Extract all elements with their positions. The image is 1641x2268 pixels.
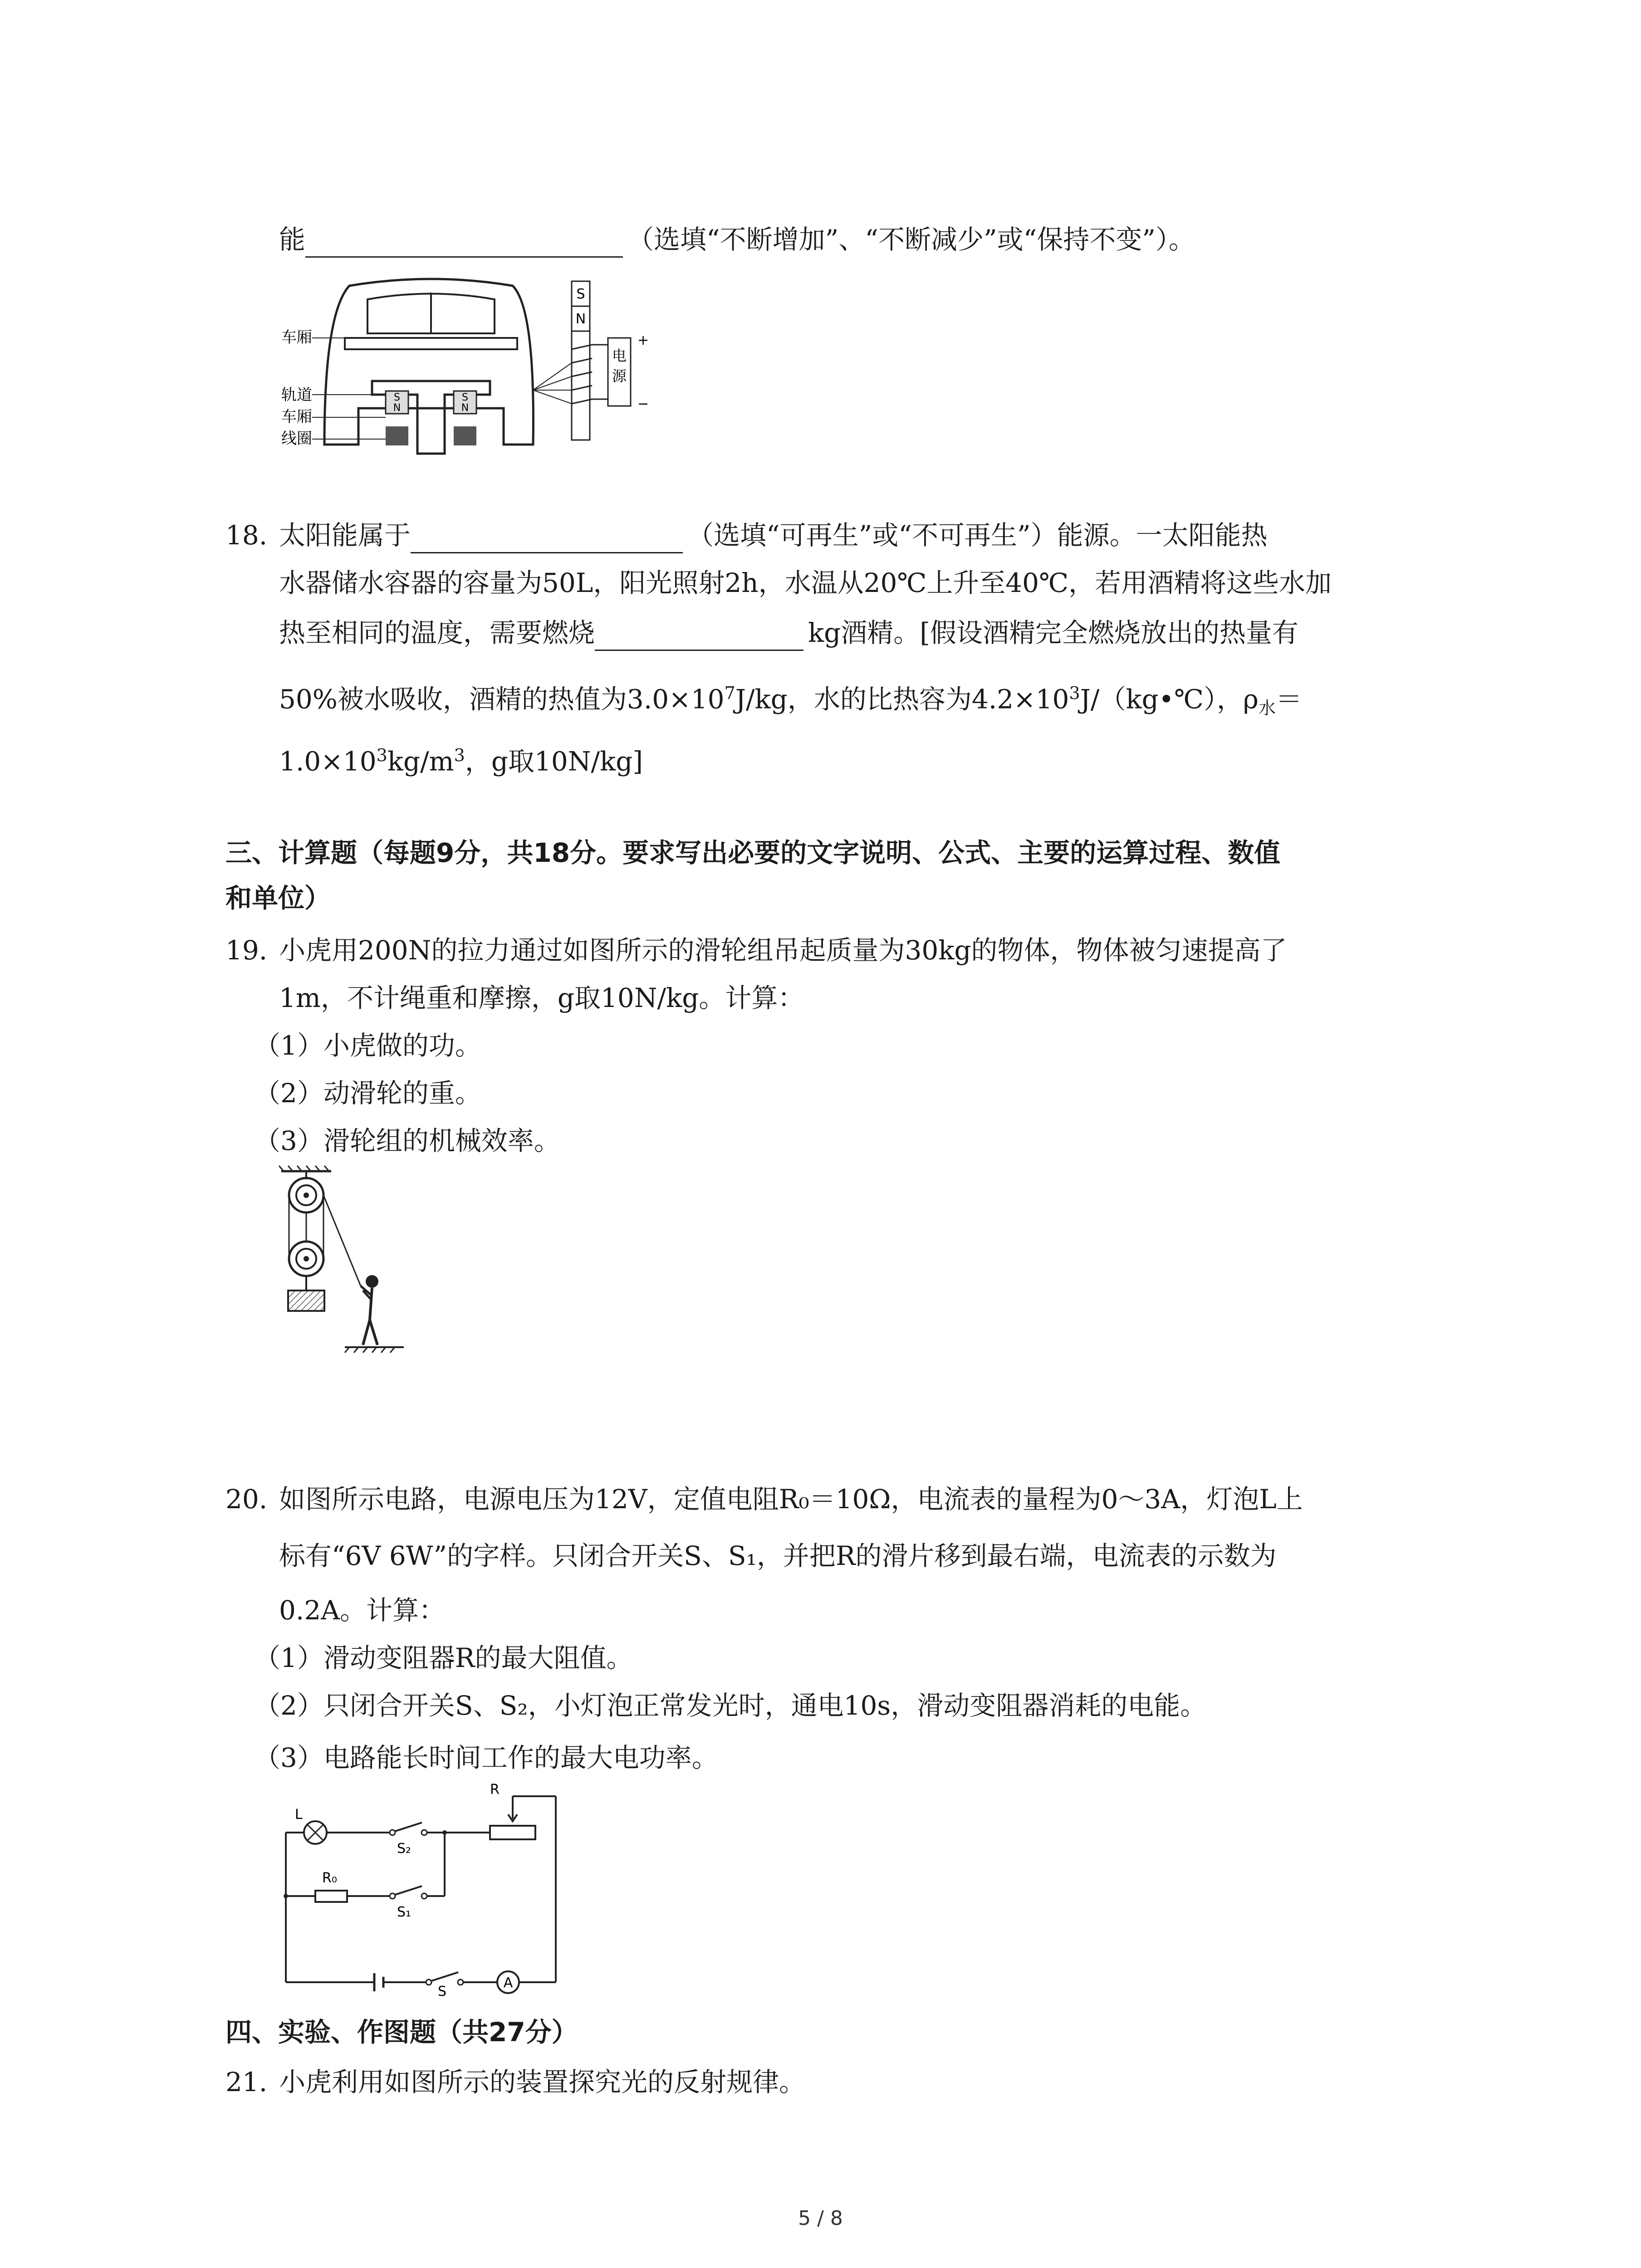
q18-answer-blank-1[interactable] bbox=[411, 524, 683, 553]
label-track: 轨道 bbox=[281, 386, 312, 404]
label-rheostat-r: R bbox=[490, 1782, 500, 1798]
q18-line-1 bbox=[225, 517, 1268, 553]
q18-sup-4: 3 bbox=[454, 745, 465, 765]
q18-text-4c: J/（kg•℃），ρ bbox=[1080, 684, 1259, 715]
q18-line-2: 水器储水容器的容量为50L，阳光照射2h，水温从20℃上升至40℃，若用酒精将这些水加 bbox=[279, 567, 1332, 598]
pulley-figure bbox=[272, 1166, 417, 1356]
q21-number: 21. bbox=[225, 2067, 268, 2097]
q17-tail-line bbox=[279, 221, 1195, 258]
q18-text-4b: J/kg，水的比热容为4.2×10 bbox=[735, 684, 1069, 715]
q18-answer-blank-2[interactable] bbox=[595, 621, 803, 651]
section-3-title-line-1: 三、计算题（每题9分，共18分。要求写出必要的文字说明、公式、主要的运算过程、数值 bbox=[225, 837, 1281, 868]
power-label-1: 电 bbox=[612, 347, 627, 364]
q18-line-5 bbox=[279, 737, 643, 779]
label-ammeter: A bbox=[503, 1975, 513, 1991]
label-resistor-r0: R₀ bbox=[322, 1870, 337, 1886]
label-car: 车厢 bbox=[281, 328, 312, 347]
magnet-left-n: N bbox=[393, 402, 401, 414]
q18-text-5b: kg/m bbox=[387, 746, 454, 777]
q20-line-1 bbox=[225, 1481, 1303, 1517]
power-label-2: 源 bbox=[612, 367, 627, 385]
q20-line-3: 0.2A。计算： bbox=[279, 1595, 446, 1626]
q19-item-1: （1）小虎做的功。 bbox=[254, 1030, 481, 1061]
q20-number: 20. bbox=[225, 1484, 268, 1515]
q18-line-4 bbox=[279, 675, 1302, 726]
q20-text-1: 如图所示电路，电源电压为12V，定值电阻R₀＝10Ω，电流表的量程为0～3A，灯泡L上 bbox=[279, 1484, 1303, 1515]
q18-text-4a: 50%被水吸收，酒精的热值为3.0×10 bbox=[279, 684, 725, 715]
label-switch-s2: S₂ bbox=[397, 1841, 411, 1857]
q18-sup-1: 7 bbox=[724, 683, 735, 703]
q18-text-5a: 1.0×10 bbox=[279, 746, 377, 777]
q21-line-1 bbox=[225, 2064, 805, 2100]
q18-sup-3: 3 bbox=[376, 745, 387, 765]
maglev-figure bbox=[281, 272, 681, 463]
label-coil: 线圈 bbox=[281, 430, 312, 448]
minus-sign: − bbox=[637, 396, 649, 412]
q20-item-3: （3）电路能长时间工作的最大电功率。 bbox=[254, 1742, 718, 1773]
electromagnet-s: S bbox=[576, 286, 585, 302]
section-3-title-line-2: 和单位） bbox=[225, 883, 331, 914]
q18-line-3 bbox=[279, 615, 1298, 651]
section-4-title: 四、实验、作图题（共27分） bbox=[225, 2017, 578, 2048]
label-lamp-l: L bbox=[295, 1807, 303, 1823]
q20-line-2: 标有“6V 6W”的字样。只闭合开关S、S₁，并把R的滑片移到最右端，电流表的示数为 bbox=[279, 1540, 1277, 1571]
q18-sub-water: 水 bbox=[1258, 698, 1276, 718]
q19-text-1: 小虎用200N的拉力通过如图所示的滑轮组吊起质量为30kg的物体，物体被匀速提高了 bbox=[279, 935, 1287, 966]
page-number: 5 / 8 bbox=[798, 2207, 843, 2230]
q19-number: 19. bbox=[225, 935, 268, 966]
label-switch-s: S bbox=[438, 1984, 447, 1999]
q21-text: 小虎利用如图所示的装置探究光的反射规律。 bbox=[279, 2067, 806, 2097]
q19-line-2: 1m，不计绳重和摩擦，g取10N/kg。计算： bbox=[279, 982, 804, 1013]
q19-line-1 bbox=[225, 932, 1287, 968]
circuit-figure bbox=[277, 1782, 567, 1999]
q18-number: 18. bbox=[225, 520, 268, 551]
q17-suffix: （选填“不断增加”、“不断减少”或“保持不变”）。 bbox=[627, 224, 1195, 255]
plus-sign: + bbox=[637, 332, 649, 348]
electromagnet-n: N bbox=[575, 311, 586, 327]
q18-text-5c: ，g取10N/kg] bbox=[465, 746, 643, 777]
label-switch-s1: S₁ bbox=[397, 1904, 411, 1920]
q20-item-1: （1）滑动变阻器R的最大阻值。 bbox=[254, 1642, 633, 1673]
q18-text-4d: ＝ bbox=[1275, 684, 1302, 715]
q19-item-3: （3）滑轮组的机械效率。 bbox=[254, 1125, 560, 1156]
magnet-right-s: S bbox=[462, 392, 468, 403]
q20-item-2: （2）只闭合开关S、S₂，小灯泡正常发光时，通电10s，滑动变阻器消耗的电能。 bbox=[254, 1690, 1207, 1721]
q18-text-1b: （选填“可再生”或“不可再生”）能源。一太阳能热 bbox=[687, 520, 1268, 551]
q18-text-3b: kg酒精。[假设酒精完全燃烧放出的热量有 bbox=[808, 617, 1298, 648]
q18-sup-2: 3 bbox=[1069, 683, 1080, 703]
q17-answer-blank[interactable] bbox=[305, 228, 623, 258]
magnet-left-s: S bbox=[394, 392, 400, 403]
q17-prefix: 能 bbox=[279, 224, 306, 255]
label-car-2: 车厢 bbox=[281, 408, 312, 426]
q19-item-2: （2）动滑轮的重。 bbox=[254, 1078, 481, 1109]
magnet-right-n: N bbox=[461, 402, 469, 414]
q18-text-1a: 太阳能属于 bbox=[279, 520, 411, 551]
q18-text-3a: 热至相同的温度，需要燃烧 bbox=[279, 617, 595, 648]
